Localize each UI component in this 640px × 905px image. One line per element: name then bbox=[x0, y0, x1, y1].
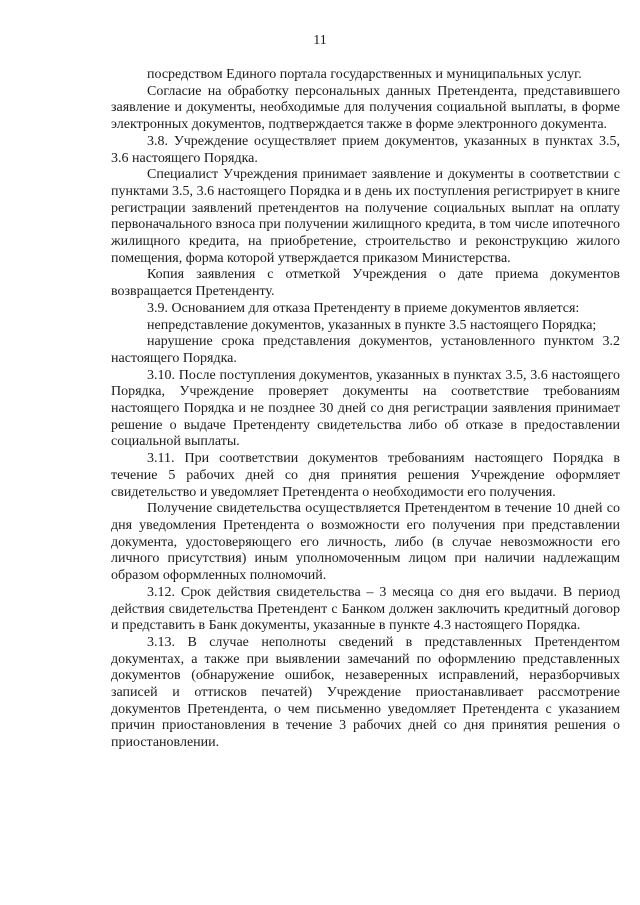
paragraph-3-12: 3.12. Срок действия свидетельства – 3 месяца со дня его выдачи. В период действия свидетельства Претендент с Банком должен заключить кредитный договор и представить в Банк документы, указанные в пункте 4.3 настоящего Порядка. bbox=[111, 584, 620, 634]
paragraph-refusal-reason-2: нарушение срока представления документов, установленного пунктом 3.2 настоящего Порядка. bbox=[111, 334, 620, 366]
document-body bbox=[111, 67, 620, 752]
paragraph-3-10: 3.10. После поступления документов, указанных в пунктах 3.5, 3.6 настоящего Порядка, Учреждение проверяет документы на соответствие требованиям настоящего Порядка и не позднее 30 дней со дня регистрации заявления принимает решение о выдаче Претенденту свидетельства либо об отказе в предоставлении социальной выплаты. bbox=[111, 367, 620, 450]
page-number: 11 bbox=[313, 33, 327, 48]
paragraph-3-8: 3.8. Учреждение осуществляет прием документов, указанных в пунктах 3.5, 3.6 настоящего Порядка. bbox=[111, 133, 620, 166]
paragraph-certificate-receipt: Получение свидетельства осуществляется Претендентом в течение 10 дней со дня уведомления Претендента о возможности его получения при представлении документа, удостоверяющего его личность, либо (в случае невозможности его личного присутствия) иным уполномоченным лицом при наличии надлежащим образом оформленных полномочий. bbox=[111, 501, 620, 584]
paragraph-consent: Согласие на обработку персональных данных Претендента, представившего заявление и документы, необходимые для получения социальной выплаты, в форме электронных документов, подтверждается также в форме электронного документа. bbox=[111, 83, 620, 133]
paragraph-portal-continuation: посредством Единого портала государственных и муниципальных услуг. bbox=[147, 67, 582, 82]
paragraph-3-11: 3.11. При соответствии документов требованиям настоящего Порядка в течение 5 рабочих дней со дня принятия решения Учреждение оформляет свидетельство и уведомляет Претендента о необходимости его получения. bbox=[111, 451, 620, 500]
paragraph-3-9: 3.9. Основанием для отказа Претенденту в приеме документов является: bbox=[147, 300, 580, 316]
paragraph-application-copy: Копия заявления с отметкой Учреждения о дате приема документов возвращается Претенденту. bbox=[111, 267, 620, 300]
paragraph-refusal-reason-1: непредставление документов, указанных в пункте 3.5 настоящего Порядка; bbox=[147, 317, 597, 333]
paragraph-specialist-registration: Специалист Учреждения принимает заявление и документы в соответствии с пунктами 3.5, 3.6 настоящего Порядка и в день их поступления регистрирует в книге регистрации заявлений претендентов на получение социальных выплат на оплату первоначального взноса при получении жилищного кредита, в том числе ипотечного жилищного кредита, на приобретение, строительство и реконструкцию жилого помещения, форма которой утверждается приказом Министерства. bbox=[111, 167, 620, 266]
paragraph-3-13: 3.13. В случае неполноты сведений в представленных Претендентом документах, а также при выявлении замечаний по оформлению представленных документов (обнаружение ошибок, незаверенных исправлений, неразборчивых записей и оттисков печатей) Учреждение приостанавливает рассмотрение документов Претендента, о чем письменно уведомляет Претендента с указанием причин приостановления в течение 3 рабочих дней со дня принятия решения о приостановлении. bbox=[111, 634, 620, 751]
